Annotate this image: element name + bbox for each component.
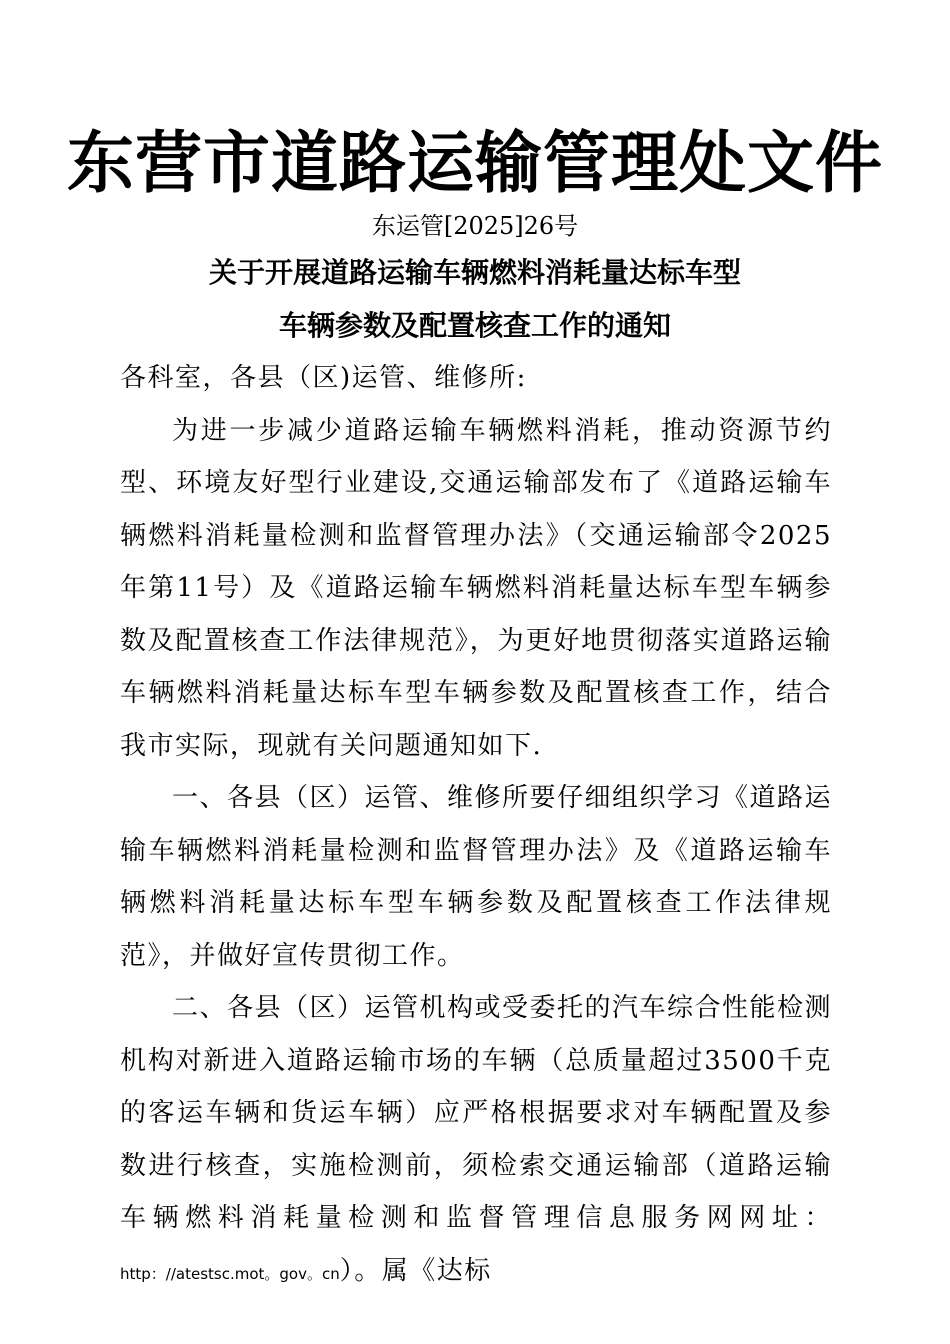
salutation: 各科室，各县（区)运管、维修所:	[120, 363, 527, 393]
website-url: http：//atestsc.mot。gov。cn	[120, 1264, 340, 1283]
document-body	[120, 352, 832, 1300]
paragraph-intro: 为进一步减少道路运输车辆燃料消耗，推动资源节约型、环境友好型行业建设,交通运输部发布了《道路运输车辆燃料消耗量检测和监督管理办法》（交通运输部令2025年第11号）及《道路运输车辆燃料消耗量达标车型车辆参数及配置核查工作法律规范》，为更好地贯彻落实道路运输车辆燃料消耗量达标车型车辆参数及配置核查工作，结合我市实际，现就有关问题通知如下.	[120, 415, 832, 761]
paragraph-item-2	[120, 982, 832, 1300]
paragraph-item-1: 一、各县（区）运管、维修所要仔细组织学习《道路运输车辆燃料消耗量检测和监督管理办法》及《道路运输车辆燃料消耗量达标车型车辆参数及配置核查工作法律规范》，并做好宣传贯彻工作。	[120, 783, 833, 971]
paragraph-item-2-text: 二、各县（区）运管机构或受委托的汽车综合性能检测机构对新进入道路运输市场的车辆（总质量超过3500千克的客运车辆和货运车辆）应严格根据要求对车辆配置及参数进行核查，实施检测前，须检索交通运输部（道路运输车辆燃料消耗量检测和监督管理信息服务网网址：	[120, 993, 833, 1233]
paragraph-item-2-tail: ）。属《达标	[339, 1255, 492, 1286]
subject-line-2: 车辆参数及配置核查工作的通知	[278, 309, 671, 342]
subject-line-1: 关于开展道路运输车辆燃料消耗量达标车型	[208, 256, 741, 289]
document-title: 东营市道路运输管理处文件	[67, 123, 883, 202]
document-number: 东运管[2025]26号	[371, 212, 579, 240]
